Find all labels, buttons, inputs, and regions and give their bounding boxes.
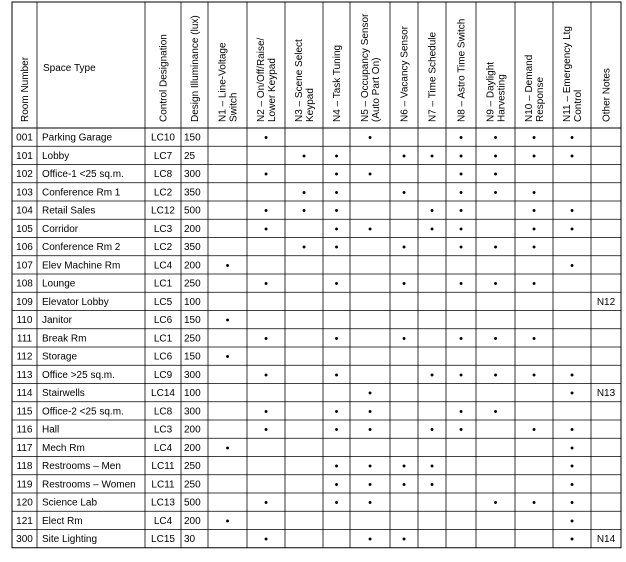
cell-room-number: 120: [16, 497, 33, 509]
cell-other-notes: N13: [596, 388, 616, 400]
cell-room-number: 103: [16, 187, 33, 199]
cell-space-type: Office-2 <25 sq.m.: [42, 406, 124, 418]
check-mark-n8: •: [459, 150, 463, 163]
check-mark-n3: •: [302, 205, 306, 218]
check-mark-n11: •: [570, 132, 574, 145]
cell-design-illuminance: 30: [184, 534, 196, 546]
check-mark-n2: •: [264, 497, 268, 510]
cell-space-type: Mech Rm: [42, 442, 85, 454]
cell-control-designation: LC8: [153, 169, 173, 181]
check-mark-n7: •: [430, 223, 434, 236]
check-mark-n2: •: [264, 278, 268, 291]
header-n2-line: Lower Keypad: [267, 58, 278, 122]
check-mark-n4: •: [334, 186, 339, 199]
check-mark-n2: •: [264, 533, 268, 546]
cell-design-illuminance: 250: [184, 333, 201, 345]
check-mark-n5: •: [368, 497, 372, 510]
check-mark-n4: •: [334, 332, 339, 345]
check-mark-n3: •: [302, 150, 306, 163]
check-mark-n5: •: [368, 424, 372, 437]
check-mark-n4: •: [334, 405, 339, 418]
cell-design-illuminance: 350: [184, 242, 201, 254]
cell-room-number: 110: [16, 315, 33, 327]
header-n1: [218, 42, 240, 122]
cell-control-designation: LC2: [153, 187, 173, 199]
cell-design-illuminance: 300: [184, 169, 201, 181]
check-mark-n2: •: [264, 168, 268, 181]
header-n6-line: N6 – Vacancy Sensor: [399, 26, 411, 122]
header-n8-line: N8 – Astro Time Switch: [456, 18, 468, 122]
header-control-designation-line: Control Designation: [158, 34, 170, 122]
header-n2-text: [256, 37, 278, 122]
cell-room-number: 119: [16, 479, 33, 491]
check-mark-n11: •: [570, 478, 574, 491]
check-mark-n11: •: [570, 259, 574, 272]
cell-control-designation: LC6: [153, 351, 173, 363]
header-room-number-text: [20, 56, 31, 122]
cell-control-designation: LC3: [153, 424, 173, 436]
header-n3-line: N3 – Scene Select: [294, 39, 305, 122]
cell-room-number: 114: [16, 388, 33, 400]
check-mark-n11: •: [570, 387, 574, 400]
check-mark-n8: •: [459, 241, 463, 254]
header-room-number: [20, 56, 31, 122]
check-mark-n5: •: [368, 168, 372, 181]
check-mark-n8: •: [459, 223, 463, 236]
check-mark-n3: •: [302, 186, 306, 199]
cell-room-number: 108: [16, 278, 33, 290]
check-mark-n8: •: [459, 168, 463, 181]
cell-space-type: Elev Machine Rm: [42, 260, 121, 272]
check-mark-n11: •: [570, 223, 574, 236]
header-room-number-line: Room Number: [20, 56, 31, 122]
cell-space-type: Lobby: [42, 150, 70, 162]
check-mark-n5: •: [368, 533, 372, 546]
check-mark-n9: •: [493, 186, 498, 199]
cell-space-type: Elect Rm: [42, 515, 83, 527]
header-n3: [294, 39, 316, 122]
cell-space-type: Lounge: [42, 278, 76, 290]
check-mark-n2: •: [264, 405, 268, 418]
cell-space-type: Office >25 sq.m.: [42, 369, 115, 381]
cell-room-number: 111: [16, 333, 33, 345]
cell-design-illuminance: 300: [184, 369, 201, 381]
cell-space-type: Janitor: [42, 315, 73, 327]
cell-other-notes: N12: [596, 296, 616, 308]
cell-design-illuminance: 200: [184, 515, 201, 527]
check-mark-n6: •: [402, 241, 406, 254]
check-mark-n6: •: [402, 332, 406, 345]
check-mark-n8: •: [459, 369, 463, 382]
cell-space-type: Elevator Lobby: [42, 296, 109, 308]
check-mark-n1: •: [225, 259, 230, 272]
cell-room-number: 105: [16, 223, 33, 235]
cell-control-designation: LC11: [151, 479, 175, 491]
check-mark-n5: •: [368, 223, 372, 236]
check-mark-n7: •: [430, 478, 434, 491]
cell-control-designation: LC4: [153, 260, 173, 272]
check-mark-n4: •: [334, 369, 339, 382]
check-mark-n5: •: [368, 387, 372, 400]
check-mark-n1: •: [225, 442, 230, 455]
cell-design-illuminance: 150: [184, 132, 201, 144]
header-n10-line: N10 – Demand: [524, 54, 535, 122]
cell-other-notes: N14: [596, 534, 616, 546]
check-mark-n9: •: [493, 332, 498, 345]
cell-control-designation: LC1: [153, 333, 173, 345]
check-mark-n2: •: [264, 132, 268, 145]
cell-control-designation: LC9: [153, 369, 173, 381]
check-mark-n7: •: [430, 369, 434, 382]
check-mark-n8: •: [459, 186, 463, 199]
check-mark-n4: •: [334, 168, 339, 181]
cell-design-illuminance: 150: [184, 351, 201, 363]
cell-room-number: 115: [16, 406, 33, 418]
cell-room-number: 001: [16, 132, 33, 144]
header-n8-text: [457, 19, 468, 122]
check-mark-n9: •: [493, 369, 498, 382]
header-design-illuminance-text: [190, 15, 201, 122]
check-mark-n6: •: [402, 460, 406, 473]
header-n5-text: [360, 13, 382, 122]
header-n11: [562, 26, 584, 122]
cell-design-illuminance: 300: [184, 406, 201, 418]
cell-control-designation: LC1: [153, 278, 173, 290]
cell-control-designation: LC14: [151, 388, 175, 400]
check-mark-n8: •: [459, 424, 463, 437]
check-mark-n10: •: [532, 132, 536, 145]
check-mark-n11: •: [570, 369, 574, 382]
check-mark-n4: •: [334, 460, 339, 473]
check-mark-n9: •: [493, 497, 498, 510]
check-mark-n9: •: [493, 150, 498, 163]
check-mark-n6: •: [402, 478, 406, 491]
cell-space-type: Stairwells: [42, 388, 85, 400]
check-mark-n2: •: [264, 369, 268, 382]
check-mark-n1: •: [225, 314, 230, 327]
check-mark-n2: •: [264, 332, 268, 345]
header-n5: [360, 13, 382, 122]
header-n9-line: N9 – Daylight: [485, 61, 497, 122]
cell-design-illuminance: 200: [184, 260, 201, 272]
header-n2-line: N2 – On/Off/Raise/: [256, 37, 267, 122]
header-n7-line: N7 – Time Schedule: [427, 31, 439, 122]
check-mark-n2: •: [264, 223, 268, 236]
check-mark-n4: •: [334, 478, 339, 491]
check-mark-n9: •: [493, 241, 498, 254]
header-n2: [256, 37, 278, 122]
cell-design-illuminance: 200: [184, 223, 201, 235]
check-mark-n4: •: [334, 150, 339, 163]
check-mark-n10: •: [532, 424, 536, 437]
cell-space-type: Conference Rm 2: [42, 242, 121, 254]
check-mark-n5: •: [368, 478, 372, 491]
header-other-notes-text: [602, 68, 613, 122]
cell-room-number: 112: [16, 351, 33, 363]
cell-control-designation: LC10: [151, 132, 175, 144]
header-n10: [524, 55, 546, 122]
cell-control-designation: LC4: [153, 442, 173, 454]
check-mark-n10: •: [532, 497, 536, 510]
cell-room-number: 118: [16, 461, 33, 473]
check-mark-n1: •: [225, 515, 230, 528]
cell-room-number: 121: [16, 515, 33, 527]
check-mark-n4: •: [334, 278, 339, 291]
check-mark-n9: •: [493, 278, 498, 291]
check-mark-n9: •: [493, 132, 498, 145]
check-mark-n7: •: [430, 150, 434, 163]
cell-design-illuminance: 25: [184, 150, 196, 162]
check-mark-n6: •: [402, 186, 406, 199]
check-mark-n11: •: [570, 533, 574, 546]
check-mark-n6: •: [402, 150, 406, 163]
check-mark-n11: •: [570, 442, 574, 455]
cell-control-designation: LC2: [153, 242, 173, 254]
cell-design-illuminance: 250: [184, 479, 201, 491]
cell-control-designation: LC13: [151, 497, 175, 509]
header-n10-line: Response: [535, 76, 546, 122]
cell-space-type: Office-1 <25 sq.m.: [42, 169, 124, 181]
header-n6-text: [400, 25, 411, 122]
check-mark-n10: •: [532, 241, 536, 254]
header-n11-text: [562, 26, 584, 122]
check-mark-n11: •: [570, 150, 574, 163]
header-design-illuminance-line: Design Illuminance (lux): [190, 15, 201, 122]
cell-space-type: Retail Sales: [42, 205, 96, 217]
header-n9: [486, 62, 508, 122]
cell-room-number: 109: [16, 296, 33, 308]
header-n3-text: [294, 39, 316, 122]
cell-space-type: Restrooms – Men: [42, 461, 121, 473]
check-mark-n11: •: [570, 515, 574, 528]
check-mark-n2: •: [264, 424, 268, 437]
check-mark-n10: •: [532, 150, 536, 163]
cell-room-number: 104: [16, 205, 33, 217]
check-mark-n6: •: [402, 533, 406, 546]
check-mark-n9: •: [493, 405, 498, 418]
check-mark-n11: •: [570, 205, 574, 218]
check-mark-n7: •: [430, 205, 434, 218]
header-n4-text: [332, 45, 343, 122]
check-mark-n11: •: [570, 424, 574, 437]
header-other-notes: [602, 68, 613, 122]
check-mark-n4: •: [334, 223, 339, 236]
check-mark-n10: •: [532, 205, 536, 218]
cell-design-illuminance: 200: [184, 442, 201, 454]
check-mark-n5: •: [368, 460, 372, 473]
cell-design-illuminance: 200: [184, 424, 201, 436]
check-mark-n8: •: [459, 332, 463, 345]
check-mark-n8: •: [459, 278, 463, 291]
check-mark-n4: •: [334, 241, 339, 254]
cell-control-designation: LC4: [153, 515, 173, 527]
cell-control-designation: LC3: [153, 223, 173, 235]
header-n4-line: N4 – Task Tuning: [332, 44, 343, 122]
header-n4: [332, 45, 343, 122]
check-mark-n9: •: [493, 168, 498, 181]
cell-design-illuminance: 100: [184, 296, 201, 308]
check-mark-n5: •: [368, 405, 372, 418]
check-mark-n10: •: [532, 278, 536, 291]
header-space-type: Space Type: [43, 63, 96, 74]
cell-room-number: 102: [16, 169, 33, 181]
cell-control-designation: LC8: [153, 406, 173, 418]
header-n9-line: Harvesting: [496, 74, 508, 122]
header-n1-text: [218, 42, 240, 122]
check-mark-n4: •: [334, 424, 339, 437]
cell-room-number: 101: [16, 150, 33, 162]
cell-space-type: Conference Rm 1: [42, 187, 121, 199]
header-control-designation: [159, 34, 170, 122]
check-mark-n8: •: [459, 205, 463, 218]
cell-space-type: Science Lab: [42, 497, 98, 509]
header-n8: [457, 19, 468, 122]
header-design-illuminance: [190, 15, 201, 122]
cell-space-type: Corridor: [42, 223, 79, 235]
check-mark-n8: •: [459, 132, 463, 145]
cell-room-number: 116: [16, 424, 33, 436]
header-control-designation-text: [159, 34, 170, 122]
header-n5-line: N5 – Occupancy Sensor: [360, 13, 371, 122]
header-n11-line: Control: [573, 89, 584, 122]
check-mark-n1: •: [225, 351, 230, 364]
cell-space-type: Hall: [42, 424, 60, 436]
cell-control-designation: LC5: [153, 296, 173, 308]
check-mark-n10: •: [532, 332, 536, 345]
header-n1-line: Switch: [228, 92, 240, 122]
check-mark-n3: •: [302, 241, 306, 254]
cell-control-designation: LC11: [151, 461, 175, 473]
check-mark-n2: •: [264, 205, 268, 218]
header-n3-line: Keypad: [305, 88, 316, 122]
cell-room-number: 106: [16, 242, 33, 254]
cell-design-illuminance: 100: [184, 388, 201, 400]
header-n7: [428, 32, 439, 122]
check-mark-n6: •: [402, 278, 406, 291]
cell-design-illuminance: 350: [184, 187, 201, 199]
cell-space-type: Break Rm: [42, 333, 87, 345]
cell-control-designation: LC15: [151, 534, 175, 546]
cell-space-type: Storage: [42, 351, 78, 363]
check-mark-n8: •: [459, 405, 463, 418]
cell-design-illuminance: 500: [184, 497, 201, 509]
cell-room-number: 113: [16, 369, 33, 381]
check-mark-n5: •: [368, 132, 372, 145]
cell-design-illuminance: 500: [184, 205, 201, 217]
check-mark-n11: •: [570, 460, 574, 473]
header-n9-text: [486, 62, 508, 122]
check-mark-n7: •: [430, 424, 434, 437]
cell-design-illuminance: 250: [184, 461, 201, 473]
cell-space-type: Parking Garage: [42, 132, 113, 144]
check-mark-n10: •: [532, 369, 536, 382]
cell-room-number: 107: [16, 260, 33, 272]
header-n6: [400, 25, 411, 122]
check-mark-n4: •: [334, 497, 339, 510]
cell-space-type: Restrooms – Women: [42, 479, 136, 491]
cell-space-type: Site Lighting: [42, 534, 98, 546]
header-other-notes-line: Other Notes: [601, 68, 613, 122]
cell-design-illuminance: 150: [184, 315, 201, 327]
check-mark-n7: •: [430, 460, 434, 473]
header-n7-text: [428, 32, 439, 122]
header-n10-text: [524, 55, 546, 122]
cell-room-number: 117: [16, 442, 33, 454]
cell-control-designation: LC6: [153, 315, 173, 327]
header-n5-line: (Auto Part On): [371, 57, 382, 122]
check-mark-n10: •: [532, 223, 536, 236]
cell-control-designation: LC12: [151, 205, 175, 217]
cell-design-illuminance: 250: [184, 278, 201, 290]
cell-control-designation: LC7: [153, 150, 173, 162]
header-n11-line: N11 – Emergency Ltg: [562, 26, 573, 122]
check-mark-n11: •: [570, 497, 574, 510]
check-mark-n4: •: [334, 205, 339, 218]
check-mark-n10: •: [532, 186, 536, 199]
header-n1-line: N1 – Line-Voltage: [217, 42, 229, 122]
cell-room-number: 300: [16, 534, 33, 546]
